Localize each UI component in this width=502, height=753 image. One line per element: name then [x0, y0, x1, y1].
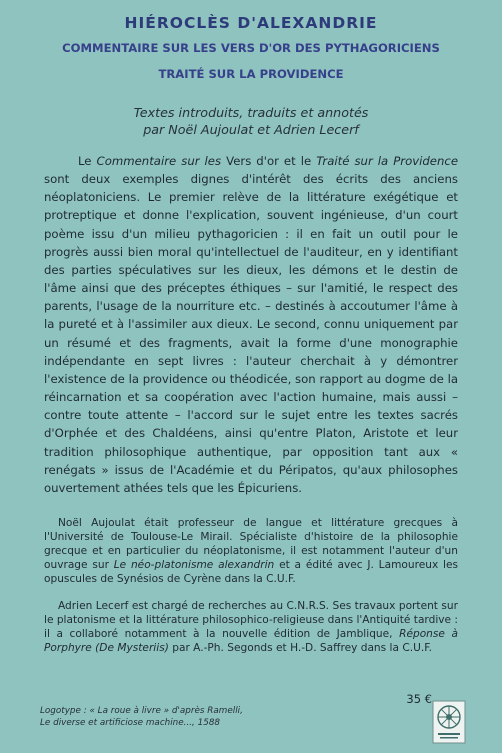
- blurb-text: et le: [278, 154, 317, 168]
- bio-text: Adrien Lecerf est chargé de recherches au C.N.R.S. Ses travaux portent sur le platonisme et la littérature philosophico-religieuse dans l'Antiquité tardive : il a collaboré notamment à la nouvelle édition de Jamblique,: [44, 600, 458, 641]
- logotype-note: [40, 706, 360, 729]
- bio-text: par A.-Ph. Segonds et H.-D. Saffrey dans la C.U.F.: [168, 642, 432, 655]
- bio-lecerf: [44, 599, 458, 662]
- blurb-paragraph: [44, 152, 458, 497]
- blurb-italic-title: Traité sur la Providence: [316, 154, 459, 168]
- credits: [0, 104, 502, 138]
- bio-text: et a édité avec J. Lamoureux les opuscules de Synésios de Cyrène dans la C.U.F.: [44, 559, 458, 586]
- blurb-text: sont deux exemples dignes d'intérêt des écrits des anciens néoplatoniciens. Le premier relève de la littérature exégétique et protreptique et donne l'explication, souvent ingénieuse, d'un court poème issu d'un milieu pythagoricien : il en fait un outil pour le progrès aussi bien moral qu'intellectuel de l'auditeur, en y identifiant des parties spéculatives sur les dieux, les démons et le destin de l'âme ainsi que des préceptes éthiques – sur l'amitié, le respect des parents, l'usage de la nourriture etc. – destinés à accoutumer l'âme à la pureté et à l'assimiler aux dieux. Le second, connu uniquement par un résumé et des fragments, avait la forme d'une monographie indépendante en sept livres : l'auteur cherchait à y démontrer l'existence de la providence ou théodicée, son rapport au dogme de la réincarnation et sa coopération avec l'action humaine, mais aussi – contre toute attente – l'accord sur le sujet entre les textes sacrés d'Orphée et des Chaldéens, ainsi qu'entre Platon, Aristote et leur tradition philosophique authentique, par opposition tant aux « renégats » issus de l'Académie et du Péripatos, qu'aux philosophes ouvertement athées tels que les Épicuriens.: [44, 172, 458, 495]
- author-title: HIÉROCLÈS D'ALEXANDRIE: [124, 14, 378, 32]
- blurb-text: Vers d'or: [226, 154, 279, 168]
- work-title-commentaire: COMMENTAIRE SUR LES VERS D'OR DES PYTHAGORICIENS: [62, 41, 440, 55]
- bio-text: Noël Aujoulat était professeur de langue et littérature grecques à l'Université de Toulouse-Le Mirail. Spécialiste d'histoire de la philosophie grecque et en particulier du néoplatonisme, il est notamment l'auteur d'un ouvrage sur: [44, 517, 458, 572]
- work-title-providence: TRAITÉ SUR LA PROVIDENCE: [158, 67, 344, 81]
- blurb-italic-title: Commentaire sur les: [96, 154, 227, 168]
- price: 35 €: [406, 692, 432, 706]
- blurb-text: Le: [78, 154, 97, 168]
- logotype-note-line-2: Le diverse et artificiose machine..., 1588: [40, 717, 221, 728]
- bio-paragraph: [44, 516, 458, 586]
- bio-italic-title: Réponse à Porphyre (De Mysteriis): [44, 628, 458, 655]
- bio-paragraph: [44, 599, 458, 655]
- credits-line-2: par Noël Aujoulat et Adrien Lecerf: [143, 122, 359, 137]
- credits-line-1: Textes introduits, traduits et annotés: [133, 105, 369, 120]
- bio-italic-title: Le néo-platonisme alexandrin: [113, 559, 275, 572]
- logotype-note-line-1: Logotype : « La roue à livre » d'après Ramelli,: [40, 706, 243, 716]
- book-wheel-logo-icon: [432, 700, 466, 744]
- bio-aujoulat: [44, 516, 458, 593]
- blurb: [44, 152, 458, 497]
